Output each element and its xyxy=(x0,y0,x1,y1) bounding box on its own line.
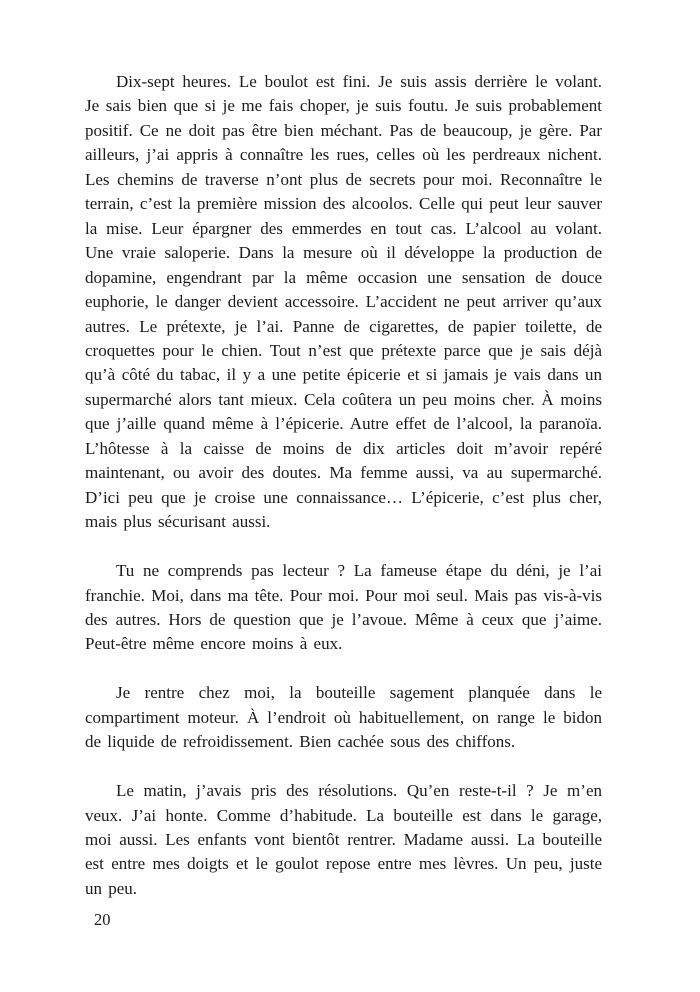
body-text xyxy=(85,70,602,901)
page-number: 20 xyxy=(94,910,111,929)
paragraph-4: Le matin, j’avais pris des résolutions. Qu’en reste-t-il ? Je m’en veux. J’ai honte. Comme d’habitude. La bouteille est dans le garage, moi aussi. Les enfants vont bientôt rentrer. Madame aussi. La bouteille est entre mes doigts et le goulot repose entre mes lèvres. Un peu, juste un peu. xyxy=(85,781,602,898)
paragraph-1: Dix-sept heures. Le boulot est fini. Je suis assis derrière le volant. Je sais bien que si je me fais choper, je suis foutu. Je suis probablement positif. Ce ne doit pas être bien méchant. Pas de beaucoup, je gère. Par ailleurs, j’ai appris à connaître les rues, celles où les perdreaux nichent. Les chemins de traverse n’ont plus de secrets pour moi. Reconnaître le terrain, c’est la première mission des alcoolos. Celle qui peut leur sauver la mise. Leur épargner des emmerdes en tout cas. L’alcool au volant. Une vraie saloperie. Dans la mesure où il développe la production de dopamine, engendrant par la même occasion une sensation de douce euphorie, le danger devient accessoire. L’accident ne peut arriver qu’aux autres. Le prétexte, je l’ai. Panne de cigarettes, de papier toilette, de croquettes pour le chien. Tout n’est que prétexte parce que je sais déjà qu’à côté du tabac, il y a une petite épicerie et si jamais je vais dans un supermarché alors tant mieux. Cela coûtera un peu moins cher. À moins que j’aille quand même à l’épicerie. Autre effet de l’alcool, la paranoïa. L’hôtesse à la caisse de moins de dix articles doit m’avoir repéré maintenant, ou avoir des doutes. Ma femme aussi, va au supermarché. D’ici peu que je croise une connaissance… L’épicerie, c’est plus cher, mais plus sécurisant aussi. xyxy=(85,72,602,532)
paragraph-2: Tu ne comprends pas lecteur ? La fameuse étape du déni, je l’ai franchie. Moi, dans ma tête. Pour moi. Pour moi seul. Mais pas vis-à-vis des autres. Hors de question que je l’avoue. Même à ceux que j’aime. Peut-être même encore moins à eux. xyxy=(85,561,602,654)
paragraph-3: Je rentre chez moi, la bouteille sagement planquée dans le compartiment moteur. À l’endroit où habituellement, on range le bidon de liquide de refroidissement. Bien cachée sous des chiffons. xyxy=(85,683,602,752)
